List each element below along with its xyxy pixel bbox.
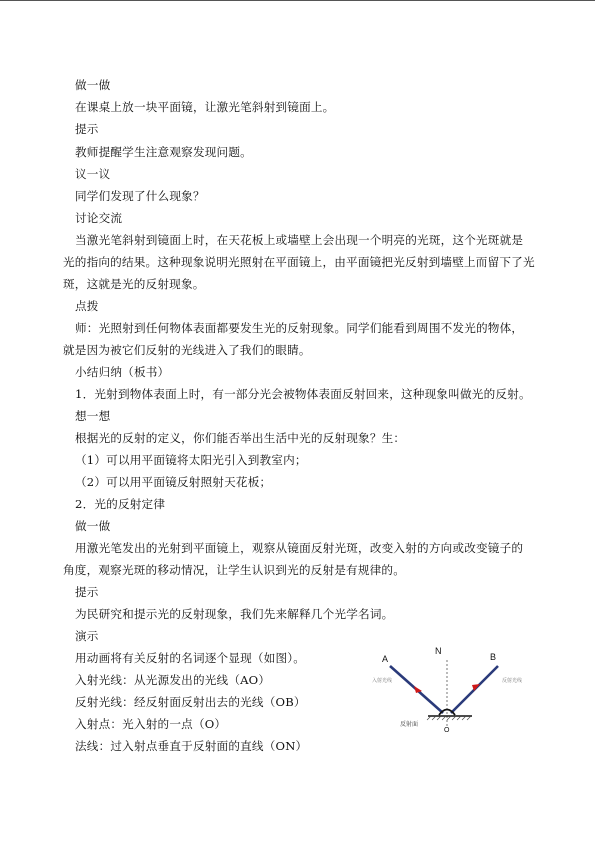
heading-do-it: 做一做 [75, 519, 111, 533]
reflection-diagram [370, 640, 530, 740]
paragraph-continued: 光的指向的结果。这种现象说明光照射在平面镜上，由平面镜把光反射到墙壁上而留下了光 [63, 255, 535, 269]
paragraph: 师：光照射到任何物体表面都要发生光的反射现象。同学们能看到周围不发光的物体， [75, 321, 524, 335]
label-o: O [444, 727, 450, 734]
paragraph: 用动画将有关反射的名词逐个显现（如图）。 [75, 651, 306, 665]
incident-ray-caption: 入射光线 [372, 678, 393, 684]
paragraph: 根据光的反射的定义，你们能否举出生活中光的反射现象？生： [75, 431, 406, 445]
paragraph: 用激光笔发出的光射到平面镜上，观察从镜面反射光斑，改变入射的方向或改变镜子的 [75, 541, 524, 555]
numbered-heading: 2．光的反射定律 [75, 497, 166, 511]
heading-discuss: 议一议 [75, 167, 111, 181]
paragraph-continued: 就是因为被它们反射的光线进入了我们的眼睛。 [63, 343, 311, 357]
page-top-border [0, 0, 595, 1]
heading-demo: 演示 [75, 629, 99, 643]
heading-hint: 提示 [75, 585, 99, 599]
heading-summary: 小结归纳（板书） [75, 365, 170, 379]
heading-think: 想一想 [75, 409, 111, 423]
label-a: A [382, 654, 389, 664]
label-n: N [435, 646, 442, 656]
heading-guidance: 点拨 [75, 299, 99, 313]
heading-do-it: 做一做 [75, 78, 111, 92]
reflection-diagram-svg [370, 640, 530, 740]
paragraph: 同学们发现了什么现象？ [75, 189, 205, 203]
paragraph: 在课桌上放一块平面镜，让激光笔斜射到镜面上。 [75, 100, 335, 114]
list-item: （2）可以用平面镜反射照射天花板； [75, 475, 272, 489]
heading-hint: 提示 [75, 122, 99, 136]
paragraph: 教师提醒学生注意观察发现问题。 [75, 145, 252, 159]
reflected-ray-caption: 反射光线 [502, 678, 523, 684]
definition-line: 法线：过入射点垂直于反射面的直线（ON） [75, 739, 308, 753]
paragraph: 当激光笔斜射到镜面上时，在天花板上或墙壁上会出现一个明亮的光斑，这个光斑就是 [75, 233, 524, 247]
numbered-item: 1．光射到物体表面上时，有一部分光会被物体表面反射回来，这种现象叫做光的反射。 [75, 387, 531, 401]
list-item: （1）可以用平面镜将太阳光引入到教室内； [75, 453, 307, 467]
definition-line: 入射光线：从光源发出的光线（AO） [75, 673, 271, 687]
paragraph-continued: 斑，这就是光的反射现象。 [63, 277, 205, 291]
definition-line: 入射点：光入射的一点（O） [75, 717, 227, 731]
definition-line: 反射光线：经反射面反射出去的光线（OB） [75, 695, 306, 709]
label-b: B [490, 652, 497, 662]
paragraph-continued: 角度，观察光斑的移动情况，让学生认识到光的反射是有规律的。 [63, 563, 406, 577]
paragraph: 为民研究和提示光的反射现象，我们先来解释几个光学名词。 [75, 607, 394, 621]
mirror-caption: 反射面 [400, 721, 419, 728]
heading-exchange: 讨论交流 [75, 211, 123, 225]
